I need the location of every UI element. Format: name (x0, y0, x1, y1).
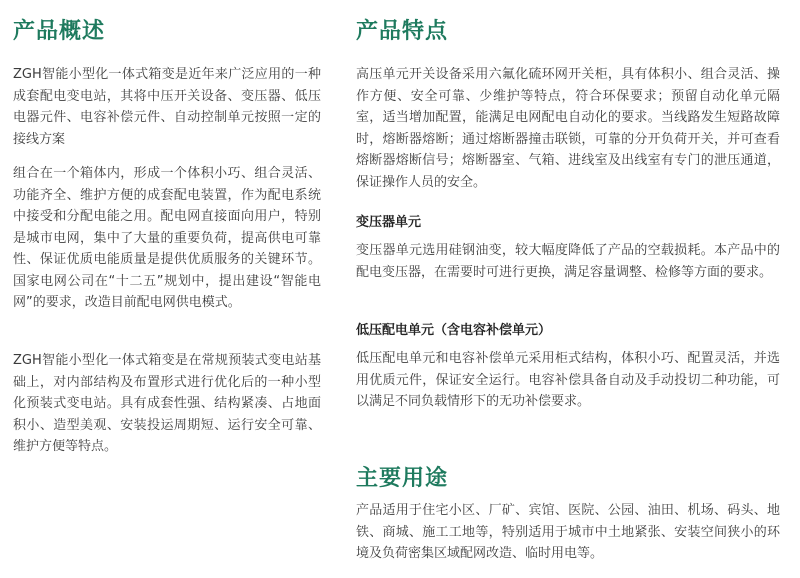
overview-paragraph-1: ZGH智能小型化一体式箱变是近年来广泛应用的一种成套配电变电站，其将中压开关设备、变压器、低压电器元件、电容补偿元件、自动控制单元按照一定的接线方案 (13, 67, 321, 147)
usage-text: 产品适用于住宅小区、厂矿、宾馆、医院、公园、油田、机场、码头、地铁、商城、施工工地等，特别适用于城市中土地紧张、安装空间狭小的环境及负荷密集区域配网改造、临时用电等。 (356, 503, 780, 561)
overview-heading: 产品概述 (13, 19, 106, 44)
features-intro: 高压单元开关设备采用六氟化硫环网开关柜，具有体积小、组合灵活、操作方便、安全可靠、少维护等特点，符合环保要求；预留自动化单元隔室，适当增加配置，能满足电网配电自动化的要求。当线路发生短路故障时，熔断器熔断；通过熔断器撞击联锁，可靠的分开负荷开关，并可查看熔断器熔断信号；熔断器室、气箱、进线室及出线室有专门的泄压通道，保证操作人员的安全。 (356, 67, 780, 190)
features-heading: 产品特点 (356, 19, 449, 44)
usage-heading: 主要用途 (356, 466, 449, 491)
overview-paragraph-2: 组合在一个箱体内，形成一个体积小巧、组合灵活、功能齐全、维护方便的成套配电装置，作为配电系统中接受和分配电能之用。配电网直接面向用户，特别是城市电网，集中了大量的重要负荷，提高供电可靠性、保证优质电能质量是提供优质服务的关键环节。国家电网公司在“十二五”规划中，提出建设“智能电网”的要求，改造目前配电网供电模式。 (13, 166, 321, 310)
transformer-unit-title: 变压器单元 (356, 215, 422, 230)
low-voltage-unit-text: 低压配电单元和电容补偿单元采用柜式结构，体积小巧、配置灵活，并选用优质元件，保证安全运行。电容补偿具备自动及手动投切二种功能，可以满足不同负载情形下的无功补偿要求。 (356, 351, 780, 409)
transformer-unit-text: 变压器单元选用硅钢油变，较大幅度降低了产品的空载损耗。本产品中的配电变压器，在需要时可进行更换，满足容量调整、检修等方面的要求。 (356, 243, 780, 280)
overview-paragraph-3: ZGH智能小型化一体式箱变是在常规预装式变电站基础上，对内部结构及布置形式进行优化后的一种小型化预装式变电站。具有成套性强、结构紧凑、占地面积小、造型美观、安装投运周期短、运行安全可靠、维护方便等特点。 (13, 353, 321, 454)
low-voltage-unit-title: 低压配电单元（含电容补偿单元） (356, 323, 552, 338)
